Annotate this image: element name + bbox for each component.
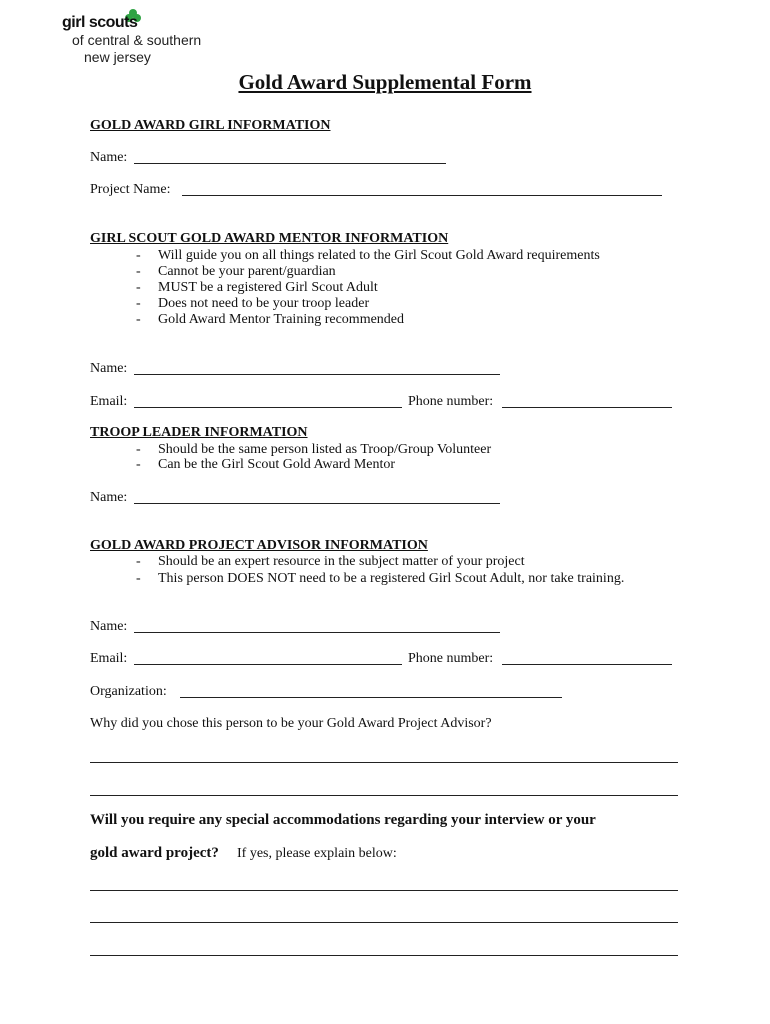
advisor-why-question: Why did you chose this person to be your Gold Award Project Advisor? — [90, 716, 492, 731]
troop-heading: TROOP LEADER INFORMATION — [90, 425, 308, 440]
mentor-email-field[interactable] — [134, 407, 402, 408]
accommodations-answer-line[interactable] — [90, 922, 678, 923]
troop-name-label: Name: — [90, 490, 128, 505]
advisor-heading: GOLD AWARD PROJECT ADVISOR INFORMATION — [90, 538, 428, 553]
troop-name-field[interactable] — [134, 503, 500, 504]
girl-info-heading: GOLD AWARD GIRL INFORMATION — [90, 118, 331, 133]
girl-name-label: Name: — [90, 150, 128, 165]
bullet-dash: - — [136, 571, 141, 586]
bullet-dash: - — [136, 554, 141, 569]
bullet-dash: - — [136, 457, 141, 472]
mentor-email-label: Email: — [90, 394, 128, 409]
advisor-bullet: This person DOES NOT need to be a registered Girl Scout Adult, nor take training. — [158, 571, 625, 586]
girl-name-field[interactable] — [134, 163, 446, 164]
bullet-dash: - — [136, 264, 141, 279]
mentor-name-label: Name: — [90, 361, 128, 376]
advisor-org-field[interactable] — [180, 697, 562, 698]
logo-text-line1: girl scouts — [62, 14, 138, 31]
advisor-why-answer-line[interactable] — [90, 762, 678, 763]
logo-text-line3: new jersey — [84, 49, 151, 65]
mentor-name-field[interactable] — [134, 374, 500, 375]
advisor-email-field[interactable] — [134, 664, 402, 665]
mentor-bullet: Will guide you on all things related to the Girl Scout Gold Award requirements — [158, 248, 600, 263]
accommodations-answer-line[interactable] — [90, 890, 678, 891]
mentor-bullet: Cannot be your parent/guardian — [158, 264, 336, 279]
advisor-why-answer-line[interactable] — [90, 795, 678, 796]
mentor-bullet: Gold Award Mentor Training recommended — [158, 312, 405, 327]
accommodations-question-part2: gold award project? — [90, 845, 219, 861]
advisor-phone-field[interactable] — [502, 664, 672, 665]
advisor-bullet: Should be an expert resource in the subject matter of your project — [158, 554, 525, 569]
bullet-dash: - — [136, 248, 141, 263]
logo-text-line2: of central & southern — [72, 32, 202, 48]
page-title: Gold Award Supplemental Form — [238, 70, 532, 94]
gsusa-logo — [62, 8, 222, 68]
project-name-label: Project Name: — [90, 182, 171, 197]
accommodations-instruction: If yes, please explain below: — [237, 846, 397, 861]
accommodations-answer-line[interactable] — [90, 955, 678, 956]
troop-bullet: Should be the same person listed as Troop/Group Volunteer — [158, 442, 492, 457]
advisor-email-label: Email: — [90, 651, 128, 666]
project-name-field[interactable] — [182, 195, 662, 196]
advisor-phone-label: Phone number: — [408, 651, 494, 666]
bullet-dash: - — [136, 442, 141, 457]
mentor-phone-label: Phone number: — [408, 394, 494, 409]
troop-bullet: Can be the Girl Scout Gold Award Mentor — [158, 457, 396, 472]
mentor-heading: GIRL SCOUT GOLD AWARD MENTOR INFORMATION — [90, 231, 449, 246]
advisor-org-label: Organization: — [90, 684, 167, 699]
bullet-dash: - — [136, 296, 141, 311]
bullet-dash: - — [136, 280, 141, 295]
mentor-bullet: Does not need to be your troop leader — [158, 296, 370, 311]
advisor-name-label: Name: — [90, 619, 128, 634]
advisor-name-field[interactable] — [134, 632, 500, 633]
mentor-phone-field[interactable] — [502, 407, 672, 408]
mentor-bullet: MUST be a registered Girl Scout Adult — [158, 280, 378, 295]
bullet-dash: - — [136, 312, 141, 327]
accommodations-question: Will you require any special accommodations regarding your interview or your — [90, 812, 596, 828]
